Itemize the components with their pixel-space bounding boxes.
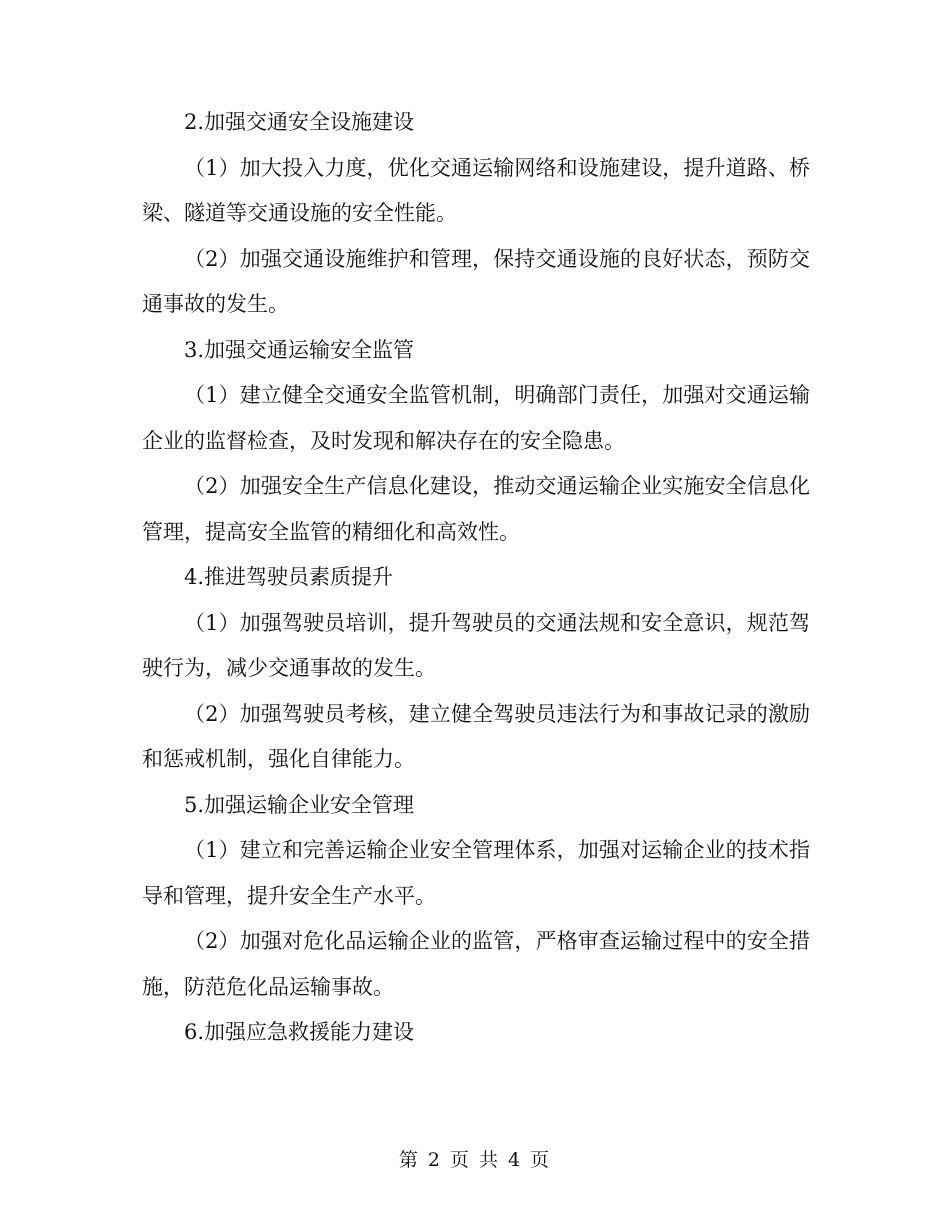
section-heading: 3.加强交通运输安全监管 [184,337,415,362]
paragraph: （1）建立和完善运输企业安全管理体系，加强对运输企业的技术指导和管理，提升安全生产水平。 [142,838,810,908]
paragraph: （2）加强驾驶员考核，建立健全驾驶员违法行为和事故记录的激励和惩戒机制，强化自律能力。 [142,701,810,771]
paragraph: （2）加强对危化品运输企业的监管，严格审查运输过程中的安全措施，防范危化品运输事故。 [142,929,810,999]
page-number-footer: 第 2 页 共 4 页 [398,1149,552,1171]
paragraph: （1）加强驾驶员培训，提升驾驶员的交通法规和安全意识，规范驾驶行为，减少交通事故的发生。 [142,610,810,680]
document-body [142,100,810,1056]
paragraph: （1）加大投入力度，优化交通运输网络和设施建设，提升道路、桥梁、隧道等交通设施的安全性能。 [142,155,810,225]
section-heading: 2.加强交通安全设施建设 [184,110,415,134]
paragraph: （1）建立健全交通安全监管机制，明确部门责任，加强对交通运输企业的监督检查，及时发现和解决存在的安全隐患。 [142,383,810,453]
section-heading: 6.加强应急救援能力建设 [184,1020,415,1044]
paragraph: （2）加强安全生产信息化建设，推动交通运输企业实施安全信息化管理，提高安全监管的精细化和高效性。 [142,474,810,544]
section-heading: 5.加强运输企业安全管理 [184,792,415,817]
paragraph: （2）加强交通设施维护和管理，保持交通设施的良好状态，预防交通事故的发生。 [142,246,810,316]
section-heading: 4.推进驾驶员素质提升 [184,565,394,589]
